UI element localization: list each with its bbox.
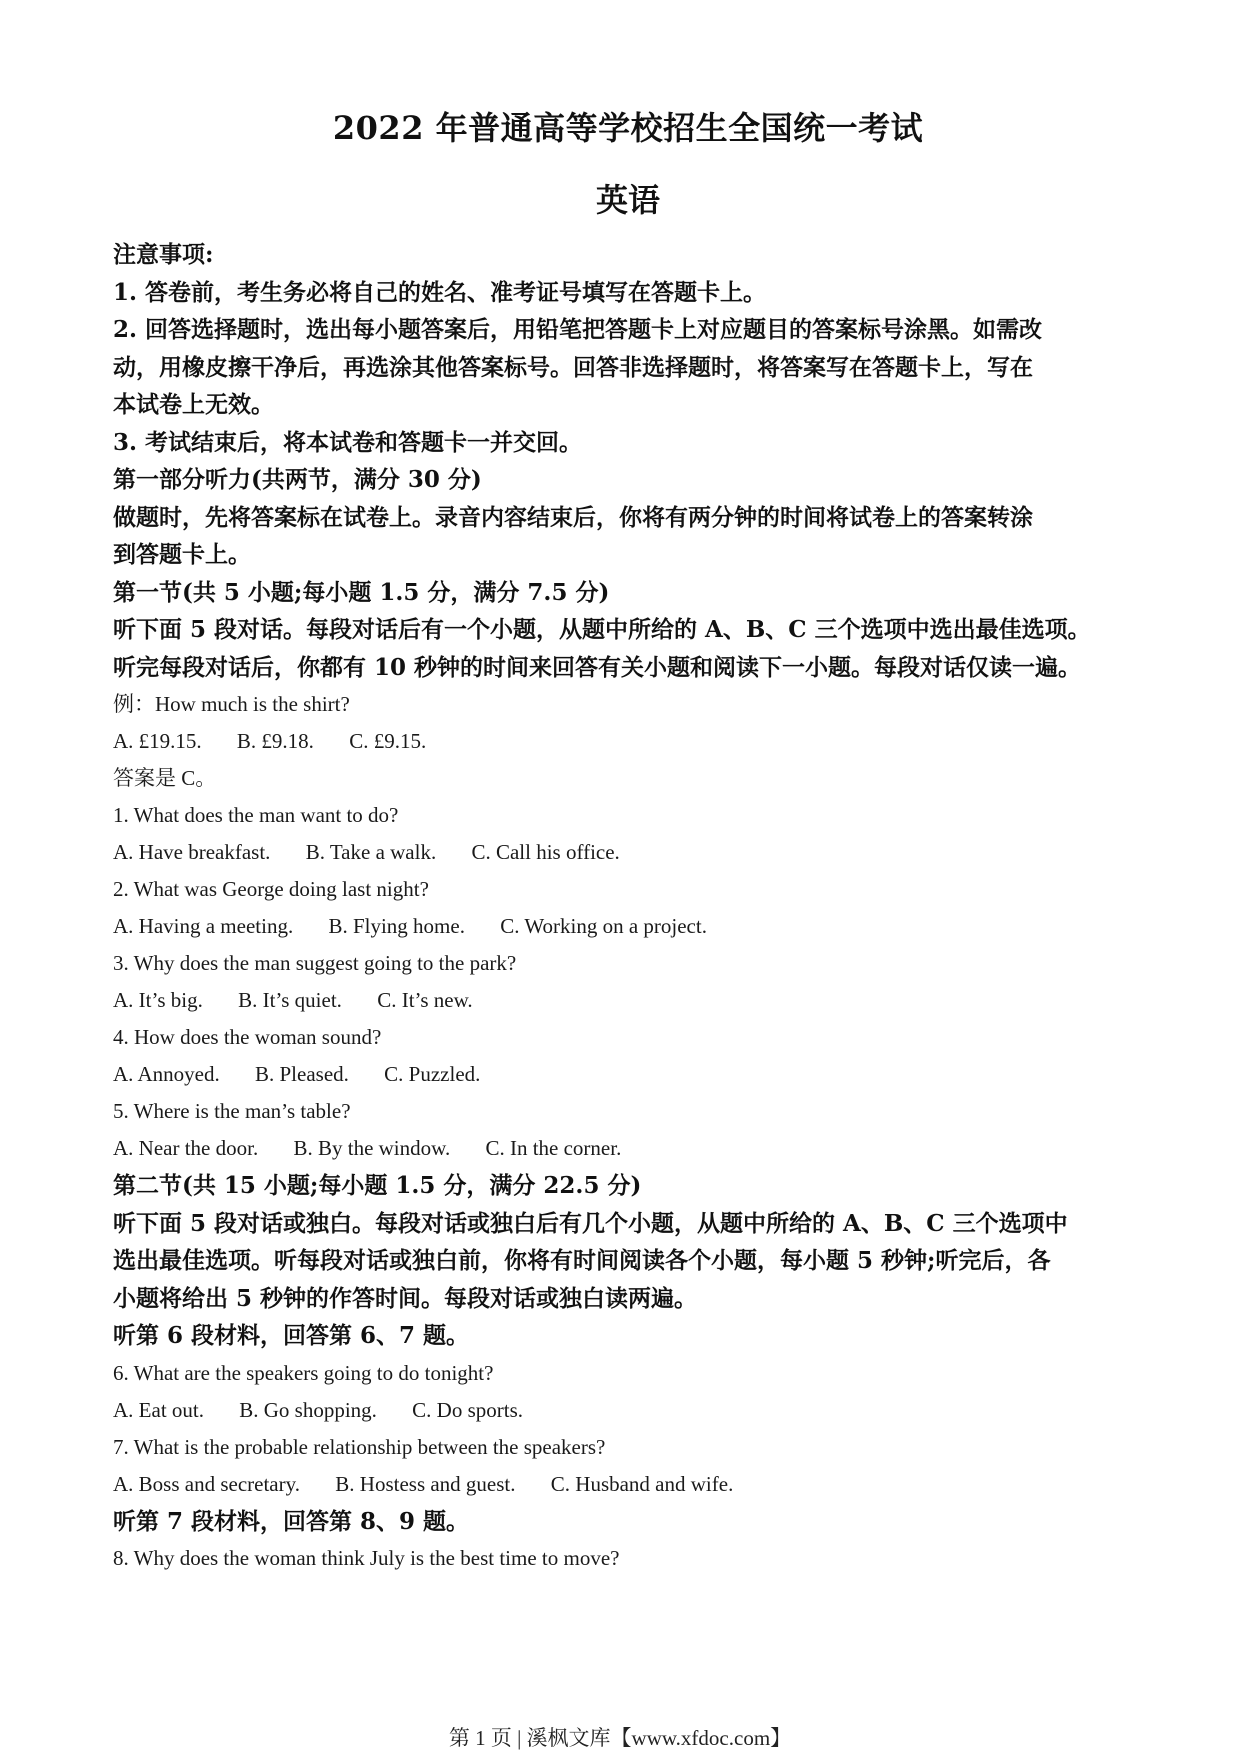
section1-heading: 第一节(共 5 小题;每小题 1.5 分，满分 7.5 分) (113, 578, 610, 606)
option-a: A. Annoyed. (113, 1062, 220, 1086)
example-question: 例：How much is the shirt? (113, 692, 350, 716)
exam-title: 2022 年普通高等学校招生全国统一考试 (332, 109, 924, 147)
option-a: A. Eat out. (113, 1397, 204, 1422)
option-b: B. By the window. (293, 1136, 451, 1160)
material-7-heading: 听第 7 段材料，回答第 8、9 题。 (113, 1507, 470, 1535)
question-8: 8. Why does the woman think July is the best time to move? (113, 1546, 620, 1570)
option-a: A. Near the door. (113, 1136, 259, 1160)
exam-subject: 英语 (595, 181, 660, 219)
question-4-options (113, 1056, 1143, 1093)
section1-intro-cont: 听完每段对话后，你都有 10 秒钟的时间来回答有关小题和阅读下一小题。每段对话仅读一遍。 (113, 653, 1082, 681)
section2-intro-end: 小题将给出 5 秒钟的作答时间。每段对话或独白读两遍。 (113, 1284, 698, 1312)
option-a: A. Boss and secretary. (113, 1471, 301, 1496)
option-c: C. In the corner. (485, 1136, 622, 1160)
example-options (113, 723, 1143, 760)
option-b: B. £9.18. (236, 729, 314, 753)
question-1-options (113, 834, 1143, 871)
option-b: B. Take a walk. (305, 840, 437, 864)
option-c: C. Working on a project. (500, 914, 707, 938)
question-3: 3. Why does the man suggest going to the park? (113, 951, 517, 975)
option-c: C. Call his office. (471, 840, 620, 864)
section1-intro: 听下面 5 段对话。每段对话后有一个小题，从题中所给的 A、B、C 三个选项中选出最佳选项。 (113, 616, 1091, 643)
option-b: B. It’s quiet. (238, 988, 342, 1012)
notes-heading: 注意事项: (113, 241, 214, 268)
question-7: 7. What is the probable relationship between the speakers? (113, 1434, 606, 1459)
option-a: A. £19.15. (113, 729, 202, 753)
option-a: A. Having a meeting. (113, 914, 294, 938)
option-c: C. Do sports. (412, 1397, 524, 1422)
note-3: 3. 考试结束后，将本试卷和答题卡一并交回。 (113, 428, 583, 456)
question-5: 5. Where is the man’s table? (113, 1099, 351, 1123)
question-3-options (113, 982, 1143, 1019)
option-c: C. It’s new. (377, 988, 473, 1012)
section2-intro-cont: 选出最佳选项。听每段对话或独白前，你将有时间阅读各个小题，每小题 5 秒钟;听完后，各 (113, 1247, 1051, 1274)
question-6-options (113, 1392, 1143, 1429)
option-c: C. £9.15. (349, 729, 427, 753)
question-6: 6. What are the speakers going to do tonight? (113, 1360, 494, 1385)
section2-heading: 第二节(共 15 小题;每小题 1.5 分，满分 22.5 分) (113, 1172, 642, 1199)
option-b: B. Hostess and guest. (335, 1471, 516, 1496)
option-b: B. Go shopping. (239, 1397, 377, 1422)
question-5-options (113, 1130, 1143, 1167)
option-b: B. Flying home. (328, 914, 465, 938)
option-c: C. Husband and wife. (550, 1471, 734, 1496)
option-b: B. Pleased. (255, 1062, 349, 1086)
page-footer: 第 1 页 | 溪枫文库【www.xfdoc.com】 (448, 1726, 792, 1750)
question-2-options (113, 908, 1143, 945)
exam-page (113, 108, 1143, 1577)
note-2-end: 本试卷上无效。 (113, 391, 274, 418)
question-4: 4. How does the woman sound? (113, 1025, 382, 1049)
example-answer: 答案是 C。 (113, 766, 217, 790)
option-a: A. It’s big. (113, 988, 203, 1012)
option-a: A. Have breakfast. (113, 840, 271, 864)
question-1: 1. What does the man want to do? (113, 803, 399, 827)
note-1: 1. 答卷前，考生务必将自己的姓名、准考证号填写在答题卡上。 (113, 278, 767, 306)
part1-heading: 第一部分听力(共两节，满分 30 分) (113, 466, 482, 493)
question-2: 2. What was George doing last night? (113, 877, 429, 901)
option-c: C. Puzzled. (384, 1062, 481, 1086)
note-2-cont: 动，用橡皮擦干净后，再选涂其他答案标号。回答非选择题时，将答案写在答题卡上，写在 (113, 353, 1033, 381)
part1-intro-cont: 到答题卡上。 (113, 541, 251, 568)
question-7-options (113, 1466, 1143, 1503)
part1-intro: 做题时，先将答案标在试卷上。录音内容结束后，你将有两分钟的时间将试卷上的答案转涂 (113, 503, 1033, 531)
section2-intro: 听下面 5 段对话或独白。每段对话或独白后有几个小题，从题中所给的 A、B、C 三个选项中 (113, 1209, 1068, 1237)
note-2: 2. 回答选择题时，选出每小题答案后，用铅笔把答题卡上对应题目的答案标号涂黑。如需改 (113, 316, 1043, 343)
material-6-heading: 听第 6 段材料，回答第 6、7 题。 (113, 1322, 470, 1349)
